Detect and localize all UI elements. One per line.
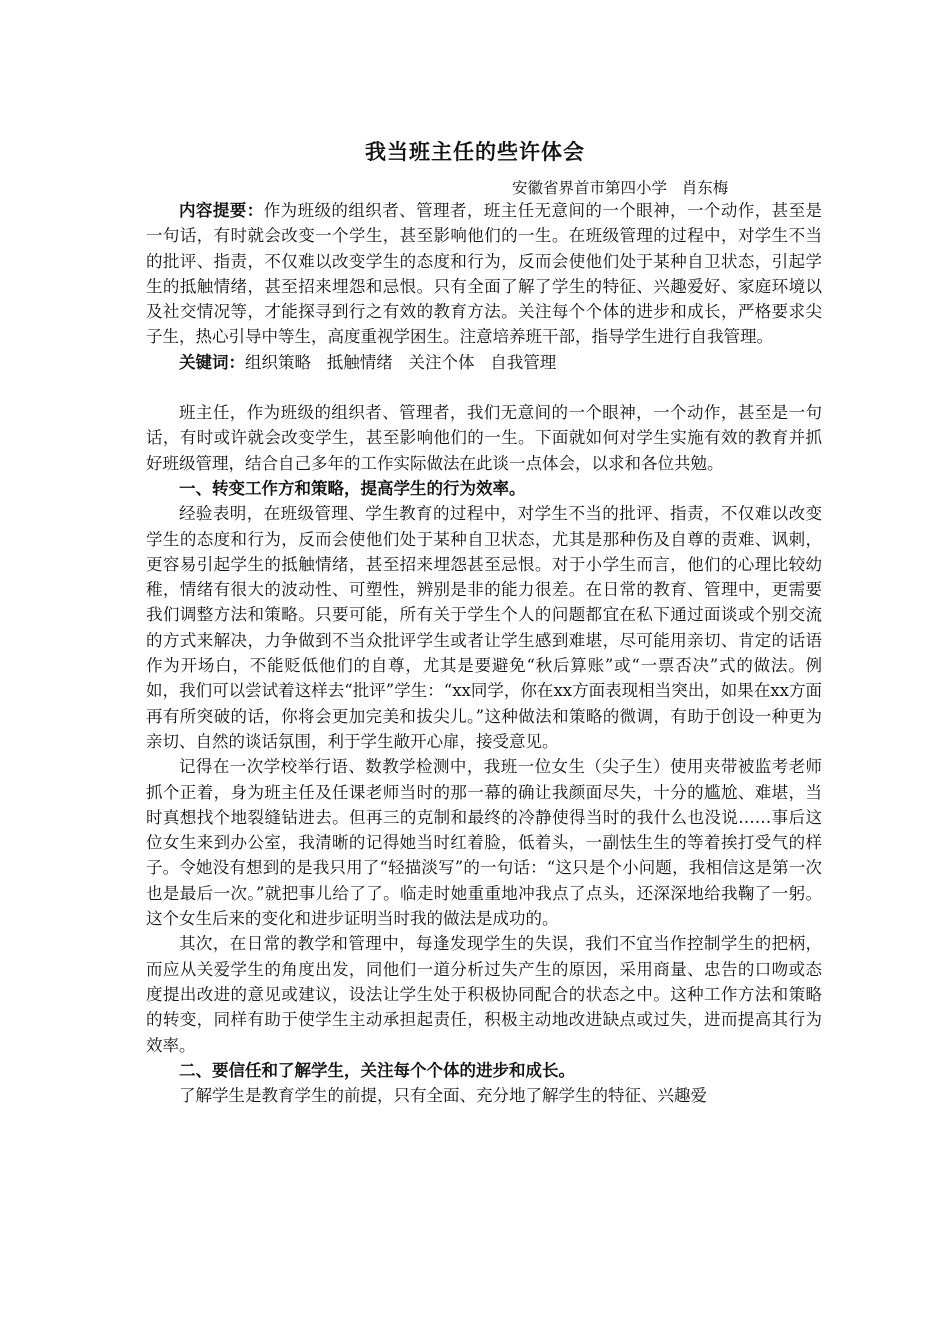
document-body — [146, 198, 822, 1108]
section-heading-2: 二、要信任和了解学生，关注每个个体的进步和成长。 — [179, 1060, 575, 1080]
body-paragraph-4: 了解学生是教育学生的前提，只有全面、充分地了解学生的特征、兴趣爱 — [179, 1086, 707, 1106]
section-heading-1: 一、转变工作方和策略，提高学生的行为效率。 — [179, 478, 526, 498]
keywords-text: 组织策略 抵触情绪 关注个体 自我管理 — [245, 352, 557, 372]
abstract-label: 内容提要： — [179, 201, 264, 220]
body-paragraph-1: 经验表明，在班级管理、学生教育的过程中，对学生不当的批评、指责，不仅难以改变学生的态度和行为，反而会使他们处于某种自卫状态，尤其是那种伤及自尊的责难、讽刺，更容易引起学生的抵触情绪，甚至招来埋怨甚至忌恨。对于小学生而言，他们的心理比较幼稚，情绪有很大的波动性、可塑性，辨别是非的能力很差。在日常的教育、管理中，更需要我们调整方法和策略。只要可能，所有关于学生个人的问题都宜在私下通过面谈或个别交流的方式来解决，力争做到不当众批评学生或者让学生感到难堪，尽可能用亲切、肯定的话语作为开场白，不能贬低他们的自尊，尤其是要避免“秋后算账”或“一票否决”式的做法。例如，我们可以尝试着这样去“批评”学生：“xx同学，你在xx方面表现相当突出，如果在xx方面再有所突破的话，你将会更加完美和拔尖儿。”这种做法和策略的微调，有助于创设一种更为亲切、自然的谈话氛围，利于学生敞开心扉，接受意见。 — [146, 504, 822, 751]
keywords-label: 关键词： — [179, 352, 245, 372]
abstract-paragraph — [146, 198, 822, 350]
author-line: 安徽省界首市第四小学 肖东梅 — [512, 179, 729, 197]
body-paragraph-2: 记得在一次学校举行语、数教学检测中，我班一位女生（尖子生）使用夹带被监考老师抓个正着，身为班主任及任课老师当时的那一幕的确让我颜面尽失，十分的尴尬、难堪，当时真想找个地裂缝钻进去。但再三的克制和最终的冷静使得当时的我什么也没说……事后这位女生来到办公室，我清晰的记得她当时红着脸，低着头，一副怯生生的等着挨打受气的样子。令她没有想到的是我只用了“轻描淡写”的一句话：“这只是个小问题，我相信这是第一次也是最后一次。”就把事儿给了了。临走时她重重地冲我点了点头，还深深地给我鞠了一躬。这个女生后来的变化和进步证明当时我的做法是成功的。 — [146, 757, 822, 929]
abstract-text: 作为班级的组织者、管理者，班主任无意间的一个眼神，一个动作，甚至是一句话，有时就会改变一个学生，甚至影响他们的一生。在班级管理的过程中，对学生不当的批评、指责，不仅难以改变学生的态度和行为，反而会使他们处于某种自卫状态，引起学生的抵触情绪，甚至招来埋怨和忌恨。只有全面了解了学生的特征、兴趣爱好、家庭环境以及社交情况等，才能探寻到行之有效的教育方法。关注每个个体的进步和成长，严格要求尖子生，热心引导中等生，高度重视学困生。注意培养班干部，指导学生进行自我管理。 — [146, 201, 823, 347]
document-title: 我当班主任的些许体会 — [365, 140, 585, 164]
intro-paragraph: 班主任，作为班级的组织者、管理者，我们无意间的一个眼神，一个动作，甚至是一句话，有时或许就会改变学生，甚至影响他们的一生。下面就如何对学生实施有效的教育并抓好班级管理，结合自己多年的工作实际做法在此谈一点体会，以求和各位共勉。 — [146, 403, 822, 473]
body-paragraph-3: 其次，在日常的教学和管理中，每逢发现学生的失误，我们不宜当作控制学生的把柄，而应从关爱学生的角度出发，同他们一道分析过失产生的原因，采用商量、忠告的口吻或态度提出改进的意见或建议，设法让学生处于积极协同配合的状态之中。这种工作方法和策略的转变，同样有助于使学生主动承担起责任，积极主动地改进缺点或过失，进而提高其行为效率。 — [146, 934, 822, 1055]
keywords-paragraph — [146, 350, 822, 375]
